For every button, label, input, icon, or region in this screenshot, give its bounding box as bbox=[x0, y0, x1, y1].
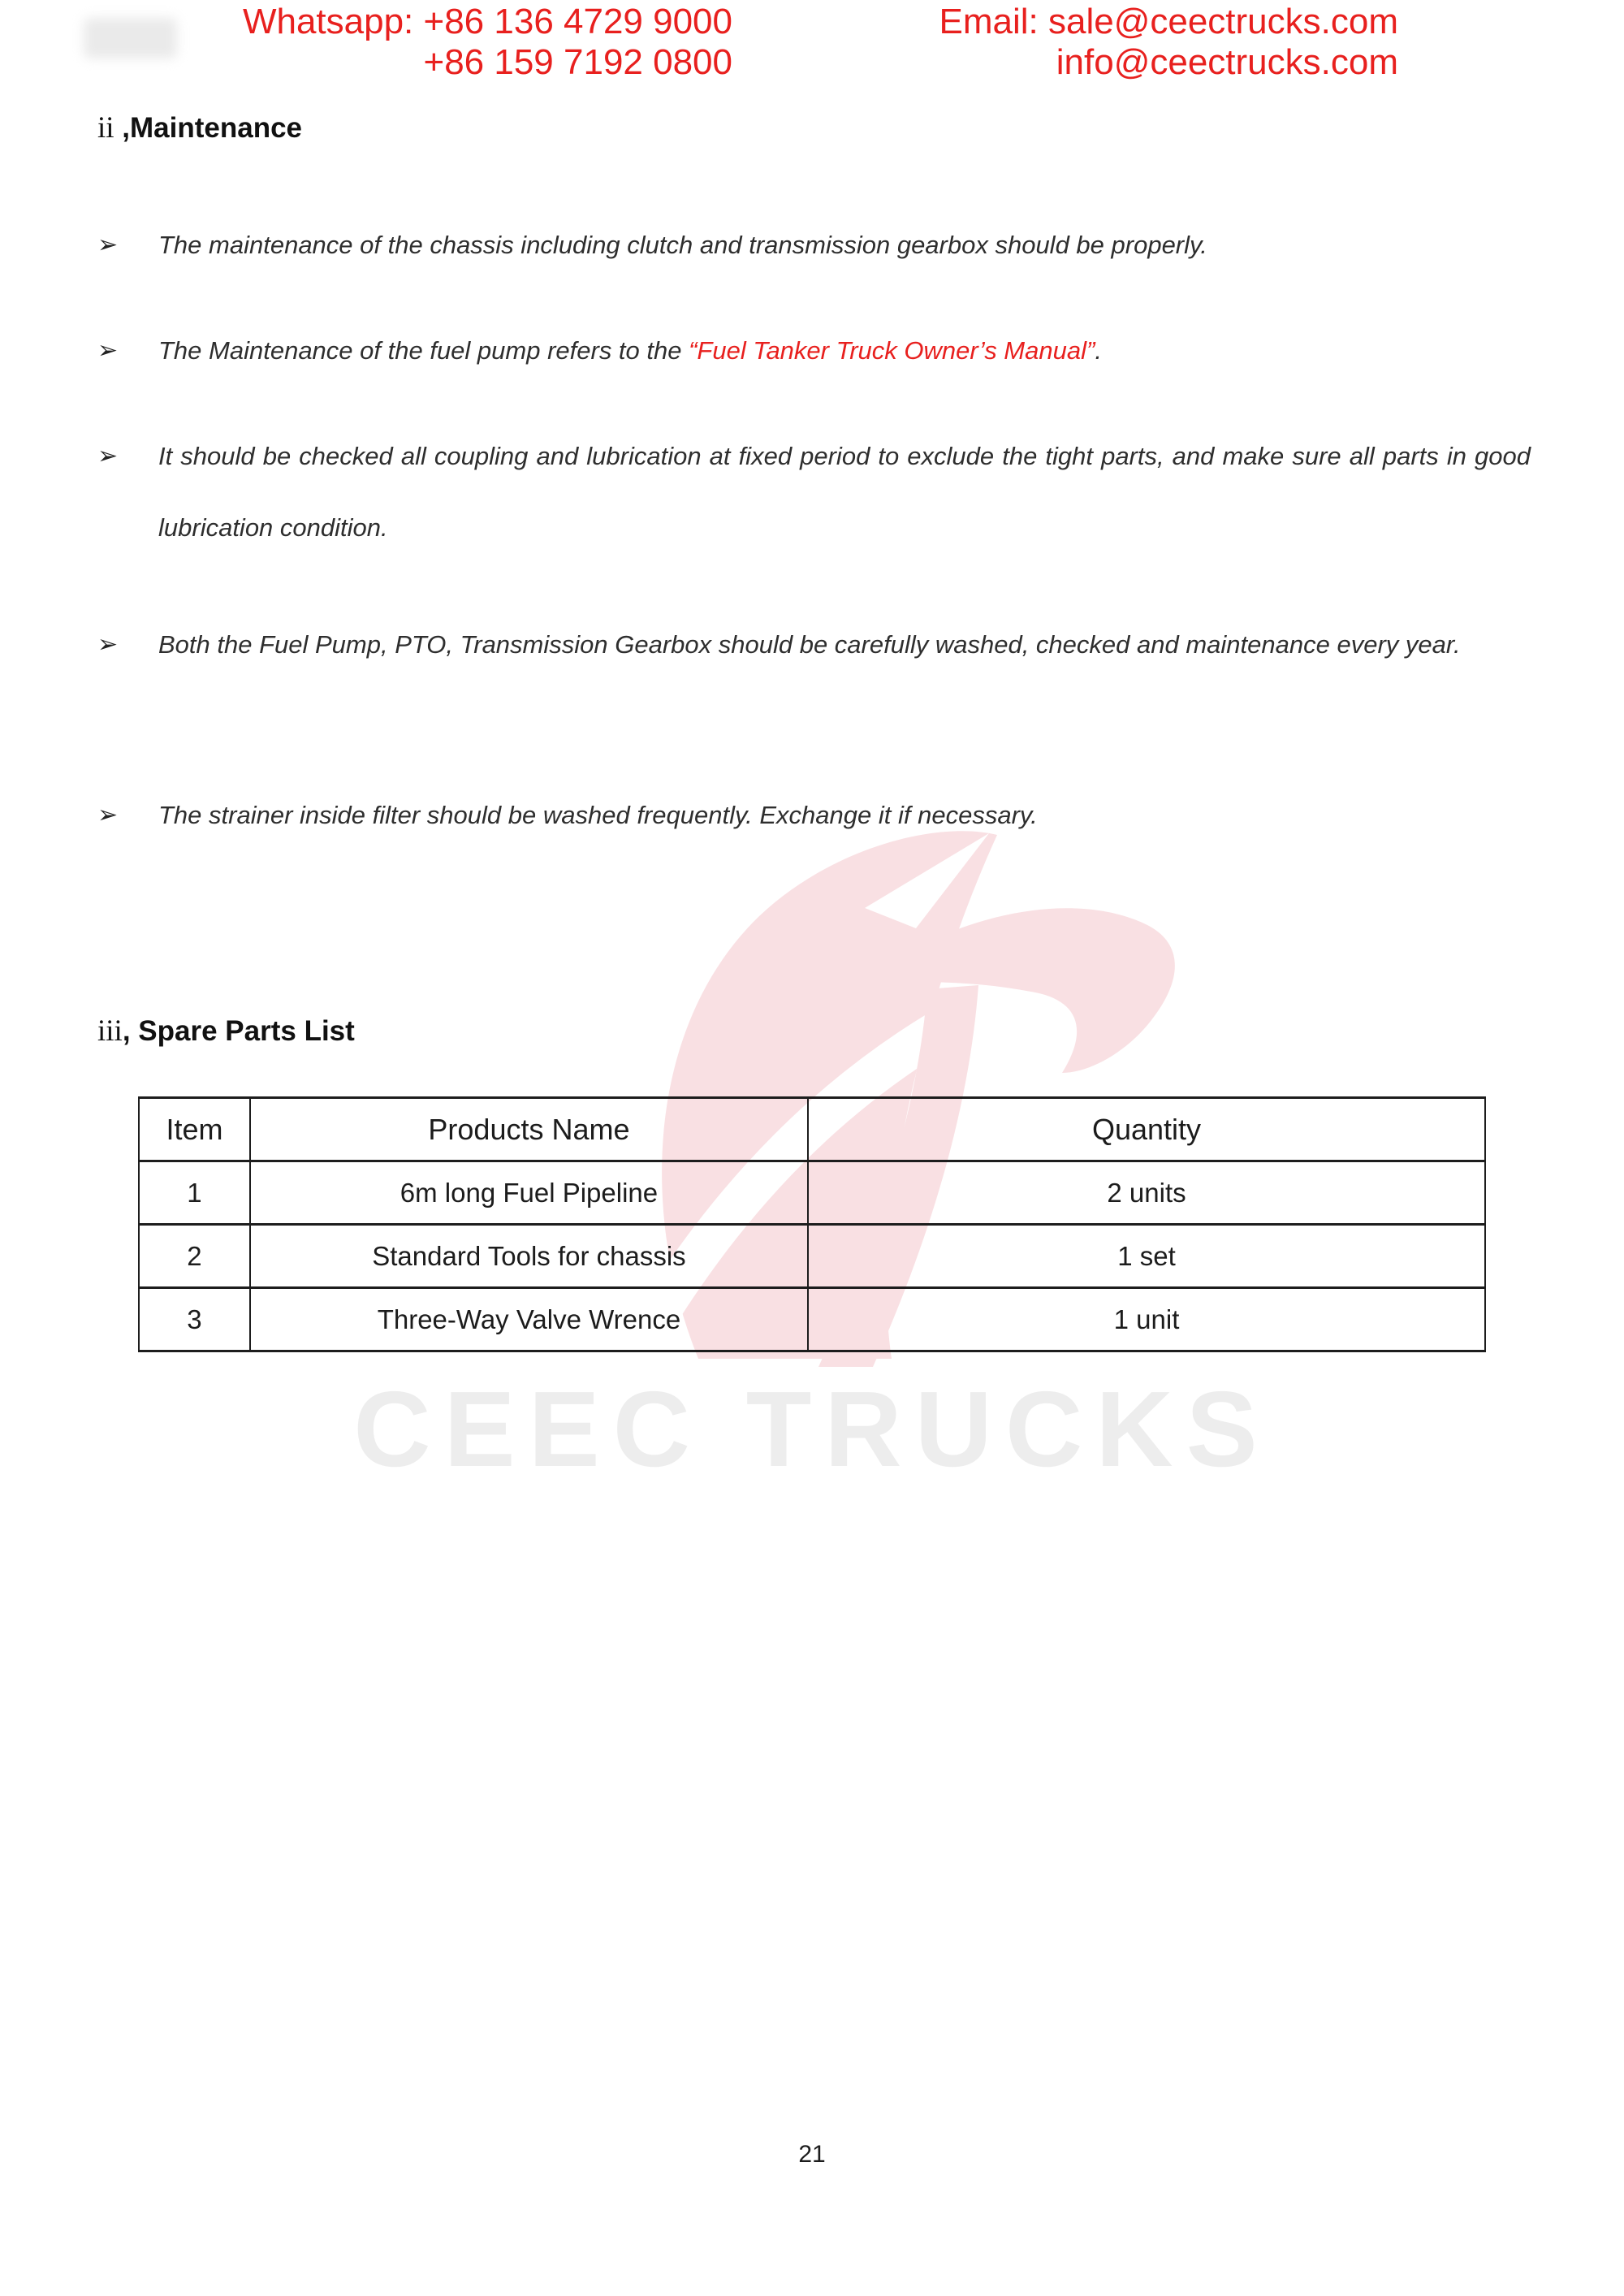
contact-email-block bbox=[844, 2, 1398, 83]
maintenance-title: ,Maintenance bbox=[122, 112, 303, 144]
cell-item: 3 bbox=[139, 1288, 250, 1351]
cell-product-name: Three-Way Valve Wrence bbox=[250, 1288, 808, 1351]
table-row bbox=[139, 1161, 1485, 1225]
column-header-item: Item bbox=[139, 1098, 250, 1161]
cell-product-name: Standard Tools for chassis bbox=[250, 1225, 808, 1288]
bullet-text: Both the Fuel Pump, PTO, Transmission Gearbox should be carefully washed, checked and maintenance every year. bbox=[158, 630, 1461, 659]
email-address-line1: Email: sale@ceectrucks.com bbox=[939, 2, 1398, 41]
bullet-text: It should be checked all coupling and lubrication at fixed period to exclude the tight parts, and make sure all parts in good lubrication condition. bbox=[158, 442, 1531, 542]
arrow-bullet-icon: ➢ bbox=[97, 802, 119, 828]
arrow-bullet-icon: ➢ bbox=[97, 443, 119, 469]
column-header-quantity: Quantity bbox=[808, 1098, 1485, 1161]
arrow-bullet-icon: ➢ bbox=[97, 231, 119, 258]
cell-quantity: 1 set bbox=[808, 1225, 1485, 1288]
spare-parts-section-heading bbox=[97, 1014, 355, 1049]
spare-parts-numeral: iii bbox=[97, 1014, 123, 1048]
maintenance-bullet-1 bbox=[97, 210, 1531, 281]
maintenance-bullet-2 bbox=[97, 315, 1531, 387]
cell-product-name: 6m long Fuel Pipeline bbox=[250, 1161, 808, 1225]
column-header-products-name: Products Name bbox=[250, 1098, 808, 1161]
contact-whatsapp-block bbox=[114, 2, 732, 83]
brand-watermark-text: CEEC TRUCKS bbox=[353, 1369, 1271, 1489]
table-row bbox=[139, 1288, 1485, 1351]
cell-quantity: 2 units bbox=[808, 1161, 1485, 1225]
bullet-text bbox=[158, 315, 1531, 387]
cell-quantity: 1 unit bbox=[808, 1288, 1485, 1351]
cell-item: 1 bbox=[139, 1161, 250, 1225]
spare-parts-table bbox=[138, 1096, 1486, 1352]
manual-reference-text: “Fuel Tanker Truck Owner’s Manual” bbox=[689, 336, 1095, 365]
whatsapp-number-line1: Whatsapp: +86 136 4729 9000 bbox=[242, 2, 732, 41]
bullet-text: The strainer inside filter should be washed frequently. Exchange it if necessary. bbox=[158, 801, 1038, 829]
whatsapp-number-line2: +86 159 7192 0800 bbox=[423, 42, 732, 82]
bullet-text: The maintenance of the chassis including clutch and transmission gearbox should be properly. bbox=[158, 231, 1207, 259]
cell-item: 2 bbox=[139, 1225, 250, 1288]
bullet-text-plain: The Maintenance of the fuel pump refers to the bbox=[158, 336, 689, 365]
arrow-bullet-icon: ➢ bbox=[97, 337, 119, 364]
table-header-row bbox=[139, 1098, 1485, 1161]
maintenance-bullet-5 bbox=[97, 780, 1531, 851]
maintenance-section-heading bbox=[97, 110, 302, 145]
arrow-bullet-icon: ➢ bbox=[97, 631, 119, 658]
spare-parts-title: , Spare Parts List bbox=[122, 1015, 355, 1047]
bullet-text-period: . bbox=[1095, 336, 1102, 365]
table-row bbox=[139, 1225, 1485, 1288]
maintenance-numeral: ii bbox=[97, 111, 114, 145]
email-address-line2: info@ceectrucks.com bbox=[1056, 42, 1398, 82]
maintenance-bullet-3 bbox=[97, 421, 1531, 564]
page-number: 21 bbox=[798, 2141, 826, 2168]
maintenance-bullet-4 bbox=[97, 609, 1531, 681]
